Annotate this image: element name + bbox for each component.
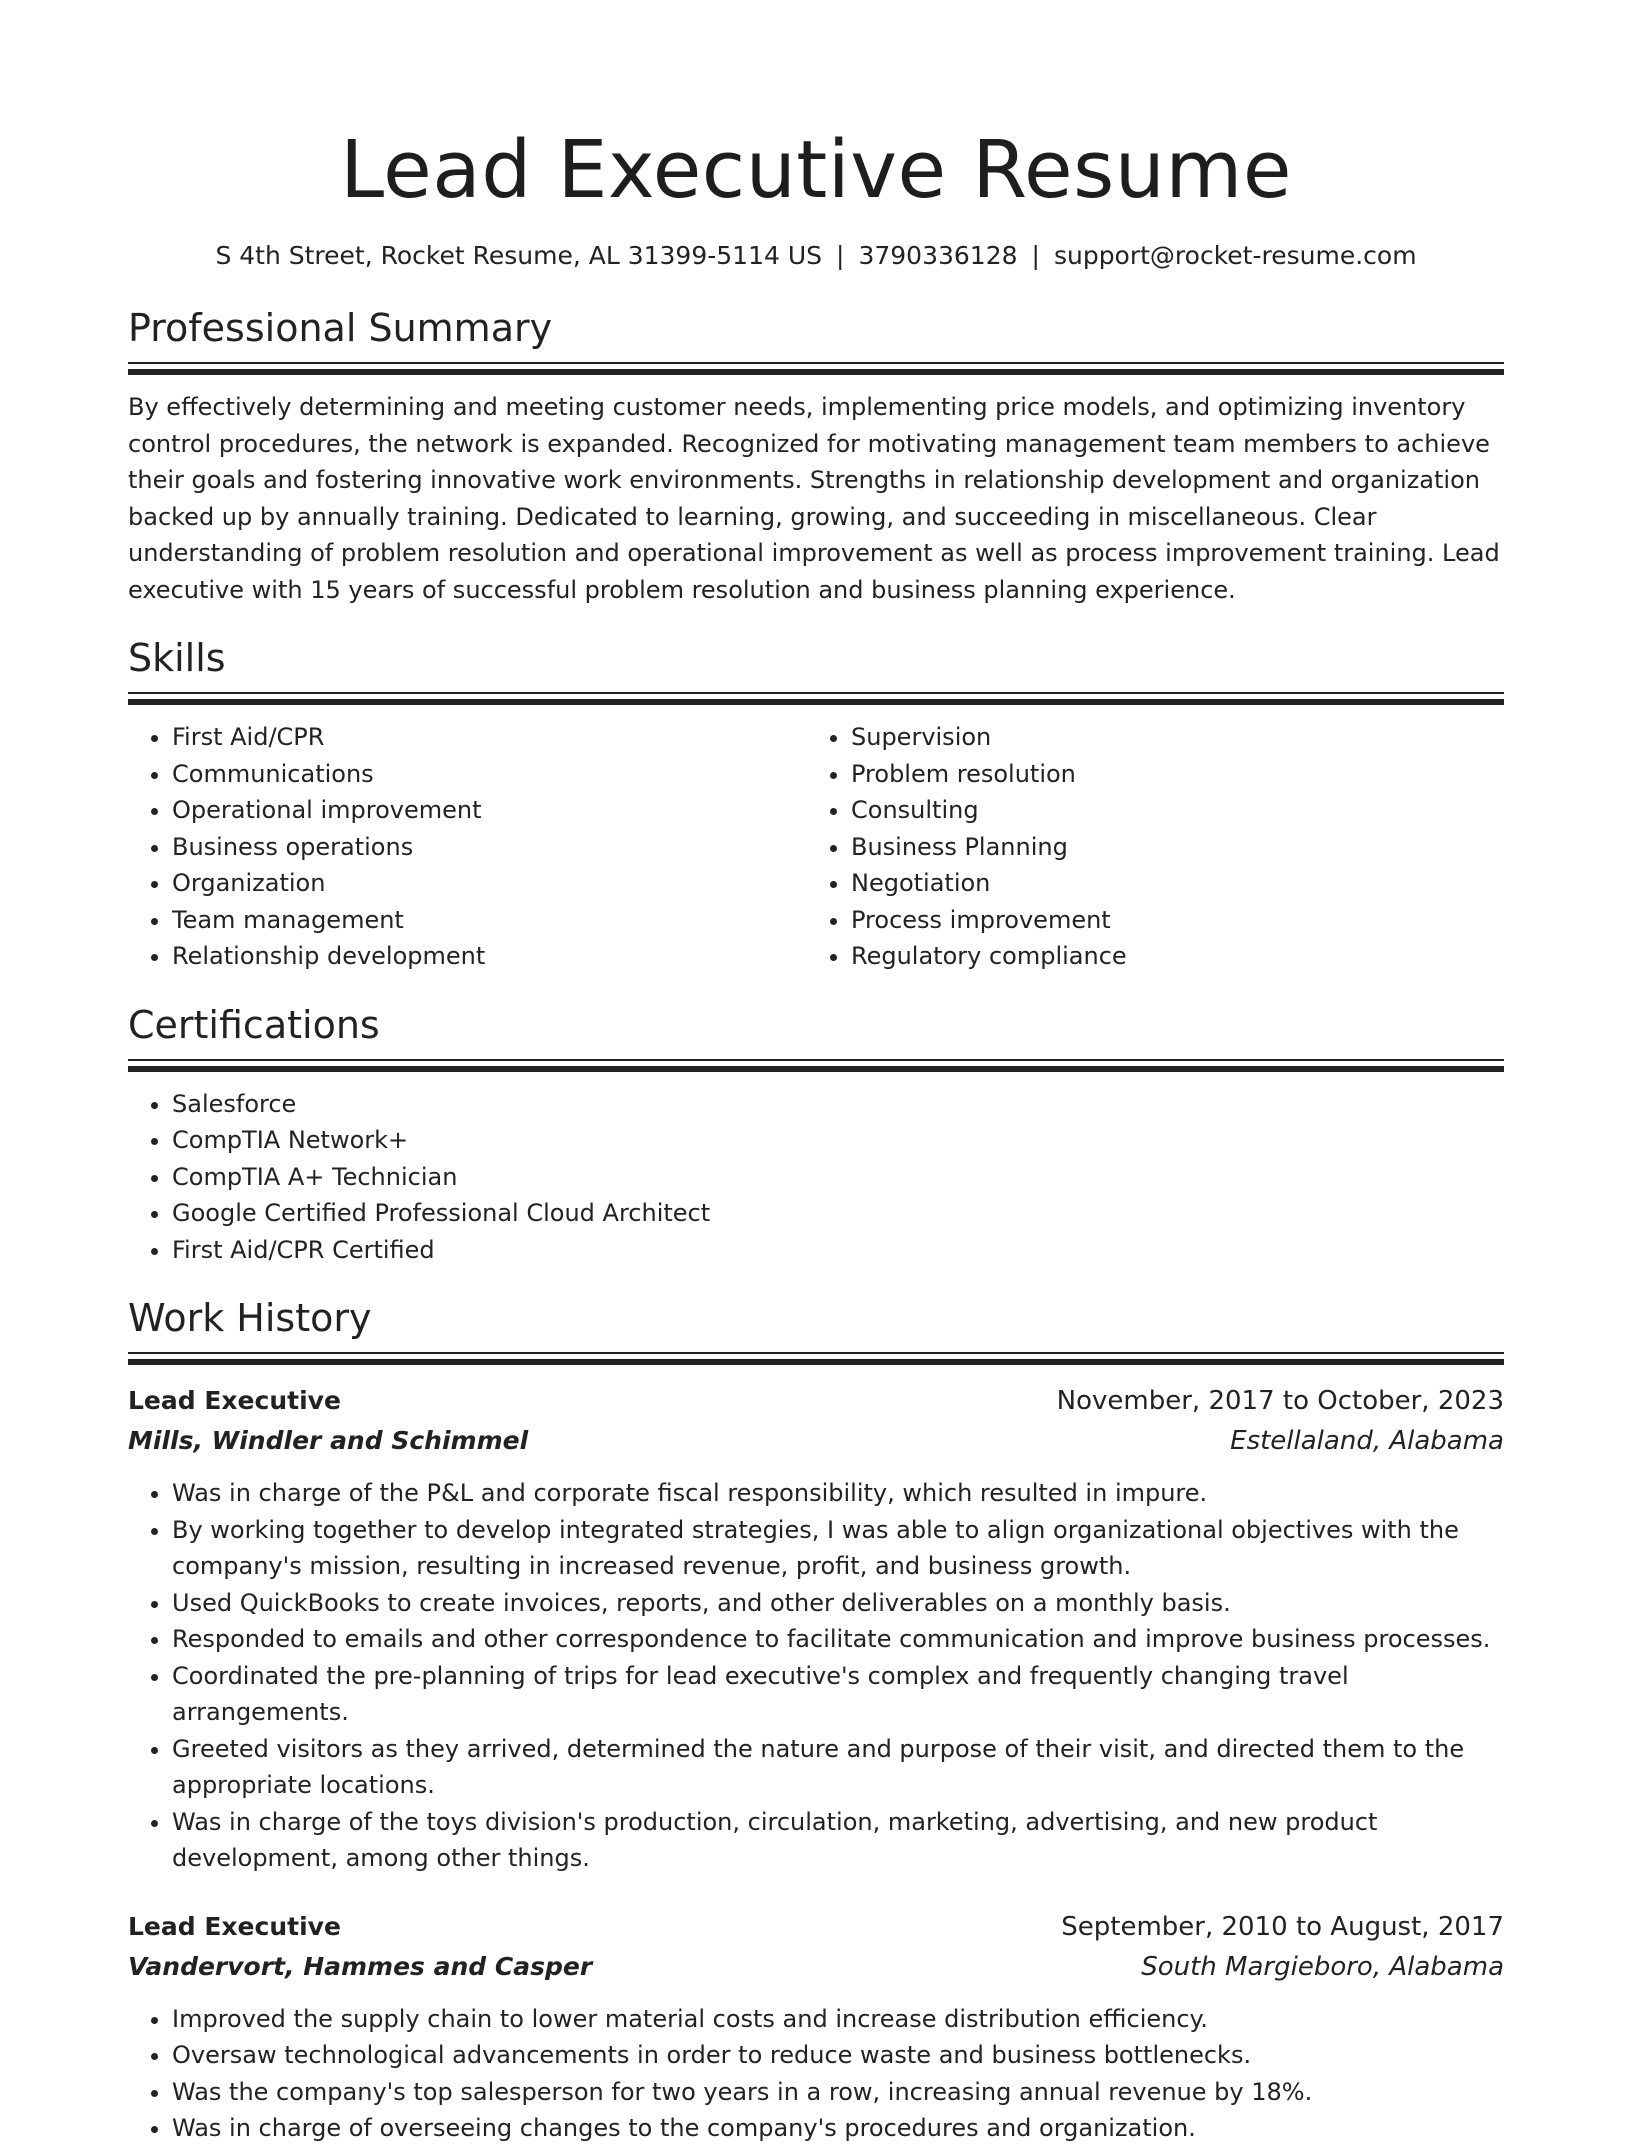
contact-line — [128, 238, 1504, 274]
certifications-list — [128, 1086, 1504, 1269]
job-bullet: • Responded to emails and other correspondence to facilitate communication and improve business processes. — [172, 1621, 1504, 1658]
contact-email[interactable]: support@rocket-resume.com — [1053, 241, 1417, 270]
skill-item: • Process improvement — [851, 902, 1441, 939]
job-dates: September, 2010 to August, 2017 — [1061, 1911, 1504, 1942]
skills-list-right — [807, 719, 1441, 975]
summary-text: By effectively determining and meeting customer needs, implementing price models, and optimizing inventory control procedures, the network is expanded. Recognized for motivating management team members to achieve their goals and fostering innovative work environments. Strengths in relationship development and organization backed up by annually training. Dedicated to learning, growing, and succeeding in miscellaneous. Clear understanding of problem resolution and operational improvement as well as process improvement training. Lead executive with 15 years of successful problem resolution and business planning experience. — [128, 393, 1500, 604]
job-company: Vandervort, Hammes and Casper — [128, 1951, 593, 1981]
certification-item: • First Aid/CPR Certified — [172, 1232, 1504, 1269]
job-subheader-row — [128, 1421, 1504, 1461]
job-location: Estellaland, Alabama — [1230, 1426, 1504, 1456]
section-heading-skills: Skills — [128, 636, 226, 680]
skill-item: • Business operations — [172, 829, 762, 866]
resume-page — [128, 0, 1504, 2147]
section-divider — [128, 362, 1504, 375]
skill-item: • Team management — [172, 902, 762, 939]
job-bullet: • Was the company's top salesperson for two years in a row, increasing annual revenue by 18%. — [172, 2074, 1504, 2111]
section-heading-certifications: Certifications — [128, 1002, 380, 1047]
work-history-section — [128, 1294, 1504, 2147]
skill-item: • Operational improvement — [172, 792, 762, 829]
job-title: Lead Executive — [128, 1911, 341, 1941]
skill-item: • Negotiation — [851, 865, 1441, 902]
job-company: Mills, Windler and Schimmel — [128, 1426, 529, 1455]
job-header-row — [128, 1381, 1504, 1421]
job-bullet: • Improved the supply chain to lower material costs and increase distribution efficiency. — [172, 2001, 1504, 2038]
job-subheader-row — [128, 1947, 1504, 1987]
skill-item: • Business Planning — [851, 829, 1441, 866]
job-bullet: • Was in charge of overseeing changes to the company's procedures and organization. — [172, 2110, 1504, 2147]
skills-grid — [128, 719, 1504, 975]
job-bullet: • Coordinated the pre-planning of trips for lead executive's complex and frequently changing travel arrangements. — [172, 1658, 1504, 1731]
skill-item: • Organization — [172, 865, 762, 902]
certification-item: • Google Certified Professional Cloud Architect — [172, 1195, 1504, 1232]
job-bullet: • Oversaw technological advancements in order to reduce waste and business bottlenecks. — [172, 2037, 1504, 2074]
section-divider — [128, 692, 1504, 705]
section-heading-summary: Professional Summary — [128, 306, 553, 350]
contact-address: S 4th Street, Rocket Resume, AL 31399-5114 US — [215, 241, 823, 270]
skill-item: • Consulting — [851, 792, 1441, 829]
skill-item: • First Aid/CPR — [172, 719, 762, 756]
skill-item: • Problem resolution — [851, 756, 1441, 793]
contact-separator: | — [1031, 241, 1040, 270]
section-divider — [128, 1352, 1504, 1365]
page-title: Lead Executive Resume — [340, 124, 1292, 216]
job-bullets — [128, 2001, 1504, 2147]
job-entry — [128, 1381, 1504, 1877]
certification-item: • Salesforce — [172, 1086, 1504, 1123]
skills-section — [128, 634, 1504, 975]
skill-item: • Regulatory compliance — [851, 938, 1441, 975]
job-bullet: • By working together to develop integrated strategies, I was able to align organizational objectives with the company's mission, resulting in increased revenue, profit, and business growth. — [172, 1512, 1504, 1585]
job-dates: November, 2017 to October, 2023 — [1056, 1386, 1504, 1416]
job-location: South Margieboro, Alabama — [1141, 1951, 1504, 1982]
skill-item: • Supervision — [851, 719, 1441, 756]
job-bullet: • Greeted visitors as they arrived, determined the nature and purpose of their visit, and directed them to the appropriate locations. — [172, 1731, 1504, 1804]
summary-section — [128, 304, 1504, 608]
section-divider — [128, 1059, 1504, 1072]
skills-list-left — [128, 719, 762, 975]
job-entry — [128, 1907, 1504, 2147]
certification-item: • CompTIA A+ Technician — [172, 1159, 1504, 1196]
skill-item: • Relationship development — [172, 938, 762, 975]
certification-item: • CompTIA Network+ — [172, 1122, 1504, 1159]
section-heading-work-history: Work History — [128, 1296, 372, 1340]
skill-item: • Communications — [172, 756, 762, 793]
job-header-row — [128, 1907, 1504, 1947]
contact-phone: 3790336128 — [858, 241, 1018, 270]
job-bullet: • Was in charge of the toys division's production, circulation, marketing, advertising, and new product development, among other things. — [172, 1804, 1504, 1877]
job-bullet: • Was in charge of the P&L and corporate fiscal responsibility, which resulted in impure. — [172, 1475, 1504, 1512]
contact-separator: | — [836, 241, 845, 270]
job-bullet: • Used QuickBooks to create invoices, reports, and other deliverables on a monthly basis. — [172, 1585, 1504, 1622]
job-bullets — [128, 1475, 1504, 1877]
certifications-section — [128, 1001, 1504, 1269]
job-title: Lead Executive — [128, 1386, 341, 1415]
